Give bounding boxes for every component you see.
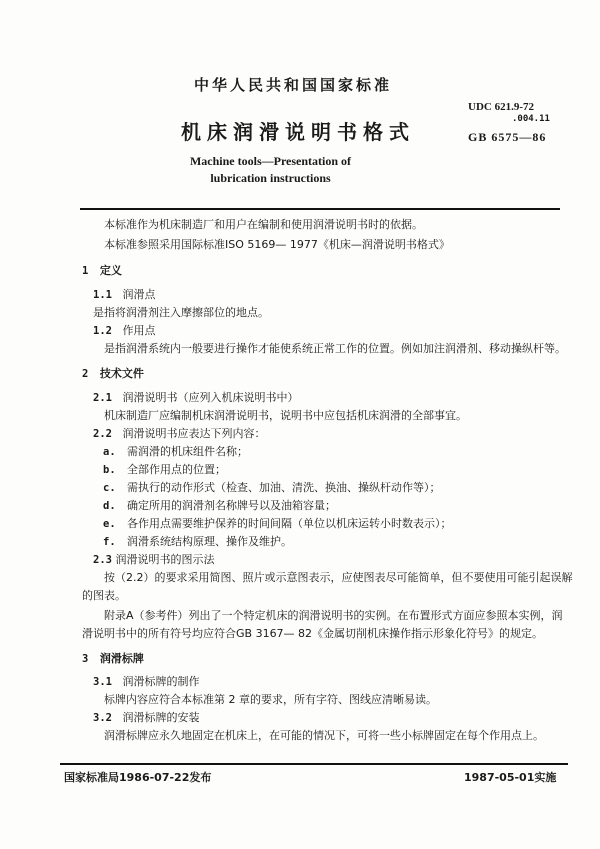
list-item-label: b. (103, 464, 116, 476)
section-3-heading (82, 650, 144, 666)
title-en-line2: lubrication instructions (210, 171, 331, 185)
document-title-en (183, 153, 358, 187)
section-3-1-body: 标牌内容应符合本标准第 2 章的要求，所有字符、图线应清晰易读。 (104, 693, 437, 706)
title-en-line1: Machine tools—Presentation of (189, 154, 352, 168)
section-2-3-p1-line1: 按（2.2）的要求采用简图、照片或示意图表示，应使图表尽可能简单，但不要使用可能引起误解 (104, 571, 573, 584)
section-number: 1 (82, 265, 89, 277)
section-3-1-heading (93, 673, 199, 689)
list-item-text: 全部作用点的位置； (127, 463, 226, 476)
section-number: 3.2 (93, 712, 112, 724)
gb-code: GB 6575—86 (468, 130, 547, 144)
section-number: 2.2 (93, 428, 112, 440)
section-title: 润滑说明书的图示法 (115, 553, 215, 566)
section-2-heading (82, 365, 144, 381)
section-3-2-body: 润滑标牌应永久地固定在机床上，在可能的情况下，可将一些小标牌固定在每个作用点上。 (104, 729, 544, 742)
section-number: 3.1 (93, 676, 112, 688)
section-1-2-heading (93, 322, 155, 338)
list-item-text: 需执行的动作形式（检查、加油、清洗、换油、操纵杆动作等）； (127, 481, 441, 494)
footer-divider (60, 763, 568, 765)
section-2-3-p1-line2: 的图表。 (82, 589, 126, 602)
section-1-heading (82, 262, 122, 278)
list-item (103, 461, 226, 477)
list-item-label: f. (103, 536, 116, 548)
udc-line1: UDC 621.9-72 (468, 101, 534, 113)
list-item-label: c. (103, 482, 116, 494)
list-item (103, 515, 452, 531)
national-standard-label: 中华人民共和国国家标准 (194, 76, 393, 94)
list-item-text: 各作用点需要维护保养的时间间隔（单位以机床运转小时数表示）； (127, 517, 452, 530)
udc-line2: .004.11 (512, 114, 550, 124)
issued-date: 国家标准局1986-07-22发布 (64, 771, 212, 784)
section-title: 润滑标牌 (99, 652, 144, 665)
section-title: 润滑点 (122, 288, 156, 301)
list-item-text: 需润滑的机床组件名称； (127, 445, 248, 458)
list-item (103, 479, 441, 495)
intro-line-2: 本标准参照采用国际标准ISO 5169— 1977《机床—润滑说明书格式》 (104, 238, 450, 251)
section-title: 润滑标牌的安装 (122, 711, 200, 724)
section-title: 技术文件 (99, 367, 144, 380)
section-number: 3 (82, 653, 89, 665)
section-number: 2.3 (93, 554, 112, 566)
list-item-text: 润滑系统结构原理、操作及维护。 (127, 535, 292, 548)
section-title: 润滑说明书（应列入机床说明书中） (122, 391, 299, 404)
list-item-label: d. (103, 500, 116, 512)
section-1-1-body: 是指将润滑剂注入摩擦部位的地点。 (93, 306, 269, 319)
section-title: 定义 (99, 264, 122, 277)
effective-date: 1987-05-01实施 (464, 771, 557, 784)
list-item (103, 533, 292, 549)
list-item-label: a. (103, 446, 116, 458)
section-2-1-heading (93, 389, 298, 405)
header-divider (80, 208, 560, 210)
list-item-text: 确定所用的润滑剂名称牌号以及油箱容量； (127, 499, 336, 512)
list-item (103, 443, 248, 459)
section-2-3-heading (93, 551, 214, 567)
section-1-1-heading (93, 286, 155, 302)
section-number: 2 (82, 368, 89, 380)
section-1-2-body: 是指润滑系统内一般要进行操作才能使系统正常工作的位置。例如加注润滑剂、移动操纵杆等。 (104, 342, 566, 355)
document-title-cn: 机床润滑说明书格式 (181, 120, 415, 144)
section-number: 2.1 (93, 392, 112, 404)
section-2-3-p2-line1: 附录A（参考件）列出了一个特定机床的润滑说明书的实例。在布置形式方面应参照本实例，润 (104, 609, 563, 622)
section-number: 1.1 (93, 289, 112, 301)
list-item-label: e. (103, 518, 116, 530)
udc-code (468, 101, 550, 125)
section-2-2-heading (93, 425, 265, 441)
section-3-2-heading (93, 709, 199, 725)
list-item (103, 497, 336, 513)
section-title: 润滑说明书应表达下列内容： (122, 427, 266, 440)
section-2-3-p2-line2: 滑说明书中的所有符号均应符合GB 3167— 82《金属切削机床操作指示形象化符号》的规定。 (82, 627, 544, 640)
intro-line-1: 本标准作为机床制造厂和用户在编制和使用润滑说明书时的依据。 (104, 218, 423, 231)
section-title: 作用点 (122, 324, 156, 337)
section-2-1-body: 机床制造厂应编制机床润滑说明书，说明书中应包括机床润滑的全部事宜。 (104, 409, 467, 422)
section-title: 润滑标牌的制作 (122, 675, 200, 688)
section-number: 1.2 (93, 325, 112, 337)
